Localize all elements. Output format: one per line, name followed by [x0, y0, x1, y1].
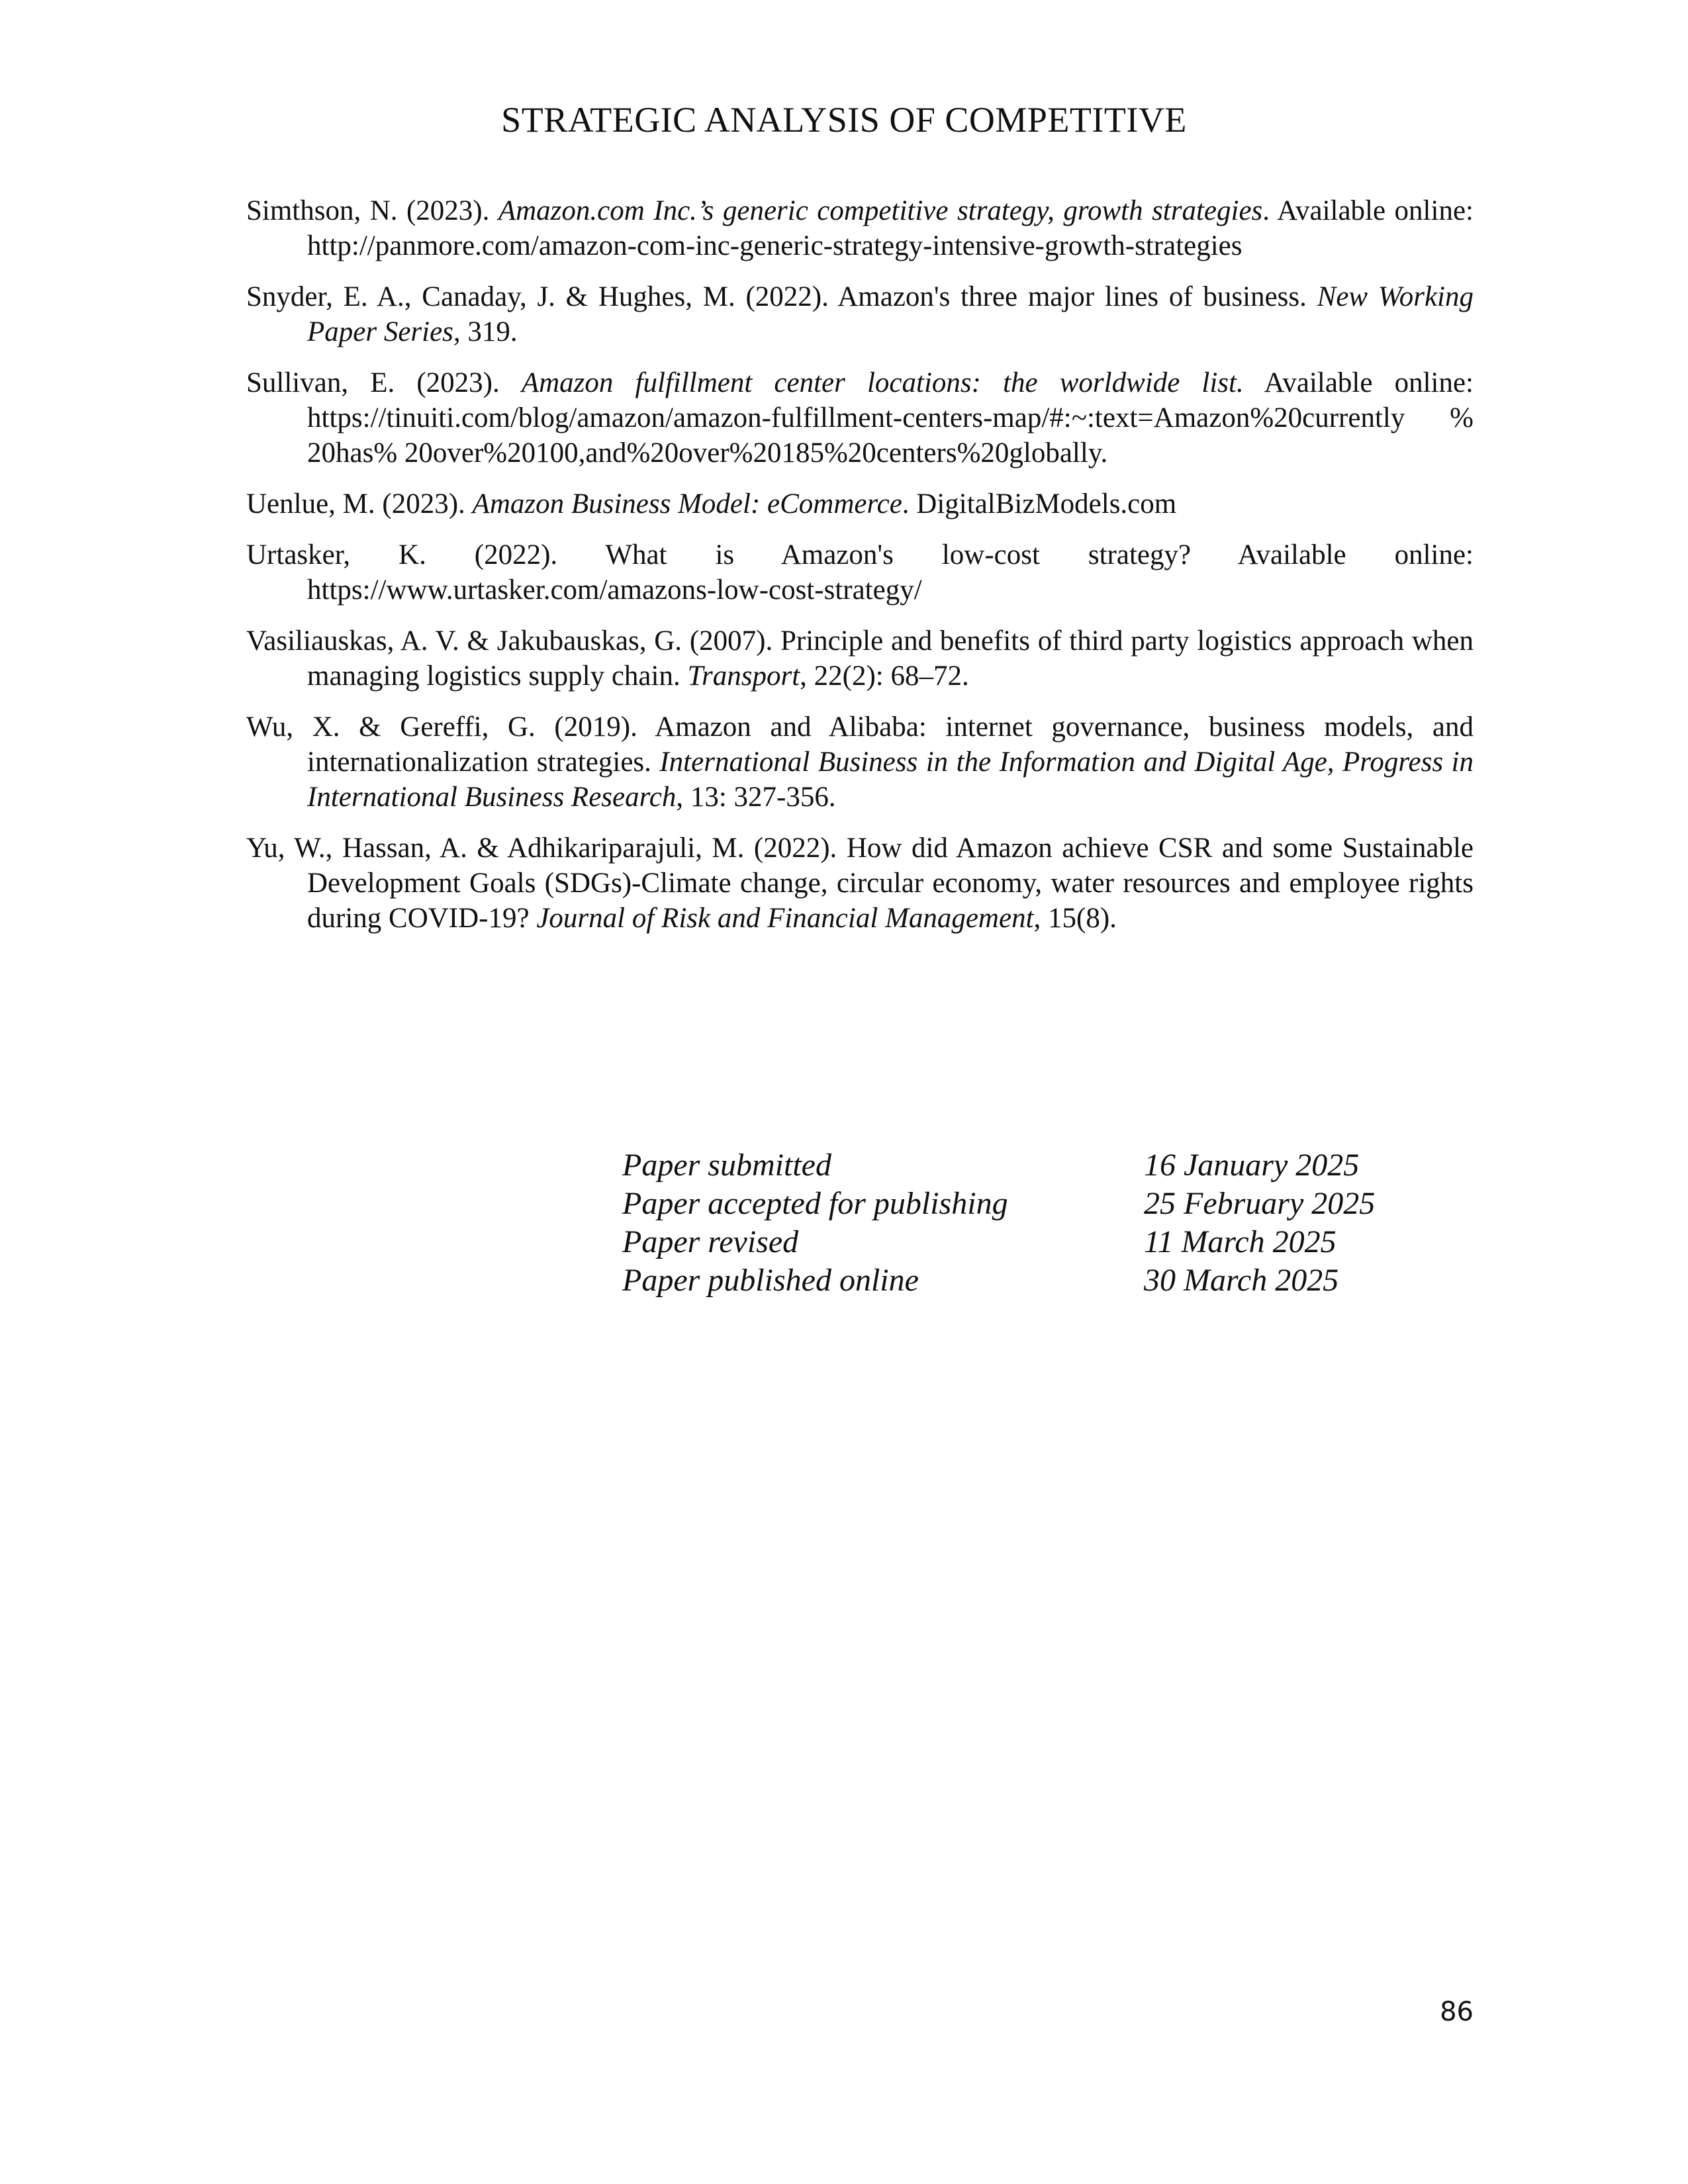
reference-italic-title: International Business in the Information and Digital Age, Progress in International Business Research — [307, 747, 1474, 813]
reference-text: , 15(8). — [1033, 903, 1117, 934]
history-label: Paper submitted — [622, 1148, 831, 1183]
reference-entry — [246, 709, 1474, 815]
history-label: Paper revised — [622, 1224, 799, 1259]
history-row — [622, 1185, 1417, 1223]
reference-text: Wu, X. & Gereffi, G. (2019). Amazon and Alibaba: internet governance, business models, and internationalization strategies. — [246, 711, 1474, 778]
reference-entry — [246, 365, 1474, 471]
history-date: 16 January 2025 — [1144, 1148, 1360, 1183]
history-row — [622, 1261, 1417, 1300]
reference-text: Urtasker, K. (2022). What is Amazon's low-cost strategy? Available online: https://www.urtasker.com/amazons-low-cost-strategy/ — [246, 539, 1474, 606]
reference-list — [246, 193, 1474, 952]
reference-italic-title: Amazon.com Inc.’s generic competitive strategy, growth strategies — [498, 195, 1263, 226]
reference-italic-title: Amazon fulfillment center locations: the worldwide list. — [521, 367, 1244, 398]
reference-text: Simthson, N. (2023). — [246, 195, 498, 226]
reference-text: . DigitalBizModels.com — [902, 488, 1177, 520]
history-date: 30 March 2025 — [1144, 1263, 1339, 1298]
history-row — [622, 1223, 1417, 1261]
reference-italic-title: Transport — [687, 660, 800, 692]
reference-entry — [246, 831, 1474, 936]
history-label: Paper published online — [622, 1263, 919, 1298]
reference-entry — [246, 279, 1474, 349]
reference-italic-title: Amazon Business Model: eCommerce — [472, 488, 902, 520]
reference-text: Yu, W., Hassan, A. & Adhikariparajuli, M. (2022). How did Amazon achieve CSR and some Sustainable Development Goals (SDGs)-Climate change, circular economy, water resources and employee rights during COVID-19? — [246, 833, 1474, 934]
reference-text: Uenlue, M. (2023). — [246, 488, 473, 520]
reference-text: , 22(2): 68–72. — [800, 660, 969, 692]
reference-entry — [246, 537, 1474, 608]
paper-history-table — [622, 1146, 1417, 1300]
history-label: Paper accepted for publishing — [622, 1186, 1008, 1221]
reference-text: 319. — [460, 316, 518, 347]
reference-entry — [246, 193, 1474, 263]
reference-text: Vasiliauskas, A. V. & Jakubauskas, G. (2007). Principle and benefits of third party logistics approach when managing logistics supply chain. — [246, 625, 1474, 692]
page-number: 86 — [1440, 1997, 1474, 2027]
history-date: 11 March 2025 — [1144, 1224, 1336, 1259]
history-row — [622, 1146, 1417, 1185]
reference-text: Available online: https://tinuiti.com/blog/amazon/amazon-fulfillment-centers-map/#:~:text=Amazon%20currently % 20has% 20over%20100,and%20over%20185%20centers%20globally. — [307, 367, 1474, 469]
reference-italic-title: New Working Paper Series, — [307, 281, 1474, 347]
reference-entry — [246, 623, 1474, 694]
reference-text: Snyder, E. A., Canaday, J. & Hughes, M. (2022). Amazon's three major lines of business. — [246, 281, 1317, 312]
reference-entry — [246, 486, 1474, 522]
reference-text: Sullivan, E. (2023). — [246, 367, 522, 398]
running-header: STRATEGIC ANALYSIS OF COMPETITIVE — [501, 100, 1187, 140]
history-date: 25 February 2025 — [1144, 1186, 1376, 1221]
reference-italic-title: Journal of Risk and Financial Management — [536, 903, 1034, 934]
reference-text: , 13: 327-356. — [676, 782, 836, 813]
reference-text: . Available online: http://panmore.com/amazon-com-inc-generic-strategy-intensive-growth-strategies — [307, 195, 1474, 261]
